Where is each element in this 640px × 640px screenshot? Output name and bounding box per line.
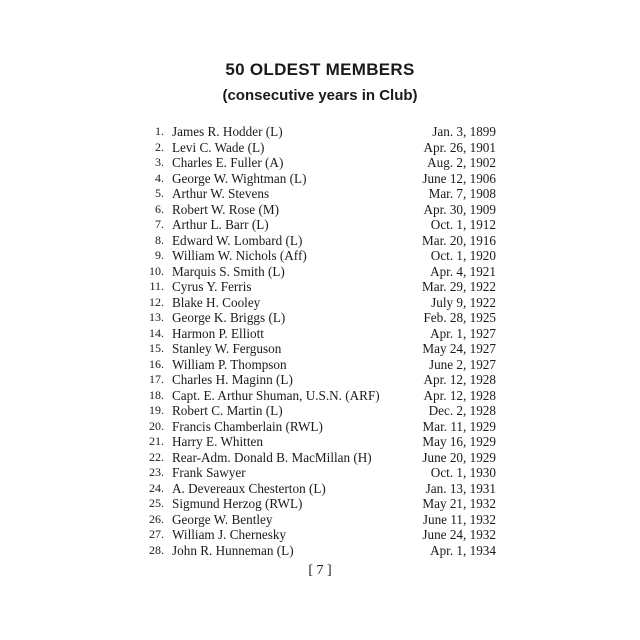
- member-rank: 11.: [149, 279, 164, 293]
- member-date: Apr. 4, 1921: [430, 263, 496, 279]
- member-date: June 24, 1932: [422, 527, 496, 542]
- member-date: Apr. 1, 1927: [430, 325, 496, 341]
- member-name: George W. Wightman (L): [172, 170, 307, 186]
- member-name: George W. Bentley: [172, 511, 273, 527]
- member-row: [140, 496, 496, 512]
- member-name: Capt. E. Arthur Shuman, U.S.N. (ARF): [172, 387, 380, 403]
- member-date: Apr. 12, 1928: [423, 387, 496, 403]
- member-row: [140, 155, 496, 171]
- member-name: Harry E. Whitten: [172, 434, 263, 449]
- member-name: Rear-Adm. Donald B. MacMillan (H): [172, 449, 372, 465]
- members-list: [140, 124, 496, 558]
- member-row: [140, 341, 496, 357]
- member-row: [140, 171, 496, 187]
- member-name: Levi C. Wade (L): [172, 139, 265, 155]
- member-row: [140, 527, 496, 543]
- member-rank: 21.: [149, 434, 164, 448]
- member-name: Frank Sawyer: [172, 465, 246, 480]
- member-name: A. Devereaux Chesterton (L): [172, 480, 326, 496]
- member-rank: 17.: [149, 372, 164, 386]
- member-row: [140, 202, 496, 218]
- member-rank: 26.: [149, 511, 164, 526]
- member-row: [140, 450, 496, 466]
- member-rank: 20.: [149, 418, 164, 433]
- member-row: [140, 124, 496, 140]
- member-rank: 12.: [149, 294, 164, 309]
- member-row: [140, 326, 496, 342]
- member-name: Arthur W. Stevens: [172, 186, 270, 201]
- member-name: James R. Hodder (L): [172, 124, 283, 139]
- member-rank: 23.: [149, 465, 164, 479]
- member-date: May 21, 1932: [422, 496, 496, 511]
- member-date: June 2, 1927: [428, 356, 496, 372]
- member-rank: 8.: [155, 232, 164, 247]
- member-rank: 14.: [149, 325, 164, 340]
- member-rank: 2.: [155, 139, 164, 154]
- member-date: Mar. 11, 1929: [422, 418, 496, 434]
- page-title: 50 OLDEST MEMBERS: [225, 60, 415, 79]
- member-row: [140, 543, 496, 559]
- member-name: Charles E. Fuller (A): [172, 155, 284, 170]
- member-name: Arthur L. Barr (L): [172, 217, 269, 232]
- member-name: William J. Chernesky: [172, 527, 287, 542]
- member-date: Mar. 29, 1922: [422, 279, 496, 294]
- member-row: [140, 465, 496, 481]
- member-rank: 27.: [149, 527, 164, 541]
- member-row: [140, 481, 496, 497]
- member-date: Aug. 2, 1902: [427, 155, 496, 170]
- member-row: [140, 357, 496, 373]
- member-rank: 1.: [155, 124, 164, 138]
- member-name: Sigmund Herzog (RWL): [172, 496, 303, 511]
- member-date: May 24, 1927: [422, 341, 496, 356]
- member-rank: 24.: [149, 480, 164, 495]
- member-row: [140, 403, 496, 419]
- member-name: Stanley W. Ferguson: [172, 341, 282, 356]
- member-name: George K. Briggs (L): [172, 310, 286, 325]
- member-rank: 16.: [149, 356, 164, 371]
- member-name: John R. Hunneman (L): [172, 542, 294, 558]
- member-name: William P. Thompson: [172, 356, 287, 372]
- page-number: [ 7 ]: [308, 563, 332, 578]
- member-row: [140, 217, 496, 233]
- member-date: July 9, 1922: [431, 294, 496, 310]
- member-date: Apr. 30, 1909: [423, 201, 496, 217]
- member-date: May 16, 1929: [422, 434, 496, 449]
- member-rank: 10.: [149, 263, 164, 278]
- member-row: [140, 310, 496, 326]
- member-date: Mar. 20, 1916: [422, 232, 496, 248]
- member-row: [140, 264, 496, 280]
- member-row: [140, 140, 496, 156]
- member-name: Harmon P. Elliott: [172, 325, 264, 341]
- member-name: Cyrus Y. Ferris: [172, 279, 252, 294]
- member-row: [140, 248, 496, 264]
- member-date: Jan. 13, 1931: [425, 480, 496, 496]
- member-rank: 3.: [155, 155, 164, 169]
- member-date: Mar. 7, 1908: [428, 186, 496, 201]
- member-rank: 5.: [155, 186, 164, 200]
- member-row: [140, 186, 496, 202]
- member-date: June 12, 1906: [422, 170, 496, 186]
- member-date: June 11, 1932: [422, 511, 496, 527]
- member-rank: 15.: [149, 341, 164, 355]
- member-rank: 4.: [155, 170, 164, 185]
- member-name: Blake H. Cooley: [172, 294, 261, 310]
- member-rank: 25.: [149, 496, 164, 510]
- member-row: [140, 279, 496, 295]
- member-rank: 19.: [149, 403, 164, 417]
- member-row: [140, 419, 496, 435]
- member-rank: 7.: [155, 217, 164, 231]
- member-rank: 28.: [149, 542, 164, 557]
- member-date: Apr. 1, 1934: [430, 542, 496, 558]
- member-date: Oct. 1, 1920: [430, 248, 496, 263]
- member-name: Charles H. Maginn (L): [172, 372, 293, 387]
- member-row: [140, 512, 496, 528]
- member-rank: 13.: [149, 310, 164, 324]
- member-date: Apr. 26, 1901: [423, 139, 496, 155]
- member-rank: 18.: [149, 387, 164, 402]
- member-rank: 22.: [149, 449, 164, 464]
- member-name: Edward W. Lombard (L): [172, 232, 303, 248]
- member-name: Marquis S. Smith (L): [172, 263, 285, 279]
- member-row: [140, 233, 496, 249]
- member-row: [140, 434, 496, 450]
- member-name: Francis Chamberlain (RWL): [172, 418, 323, 434]
- member-name: Robert C. Martin (L): [172, 403, 283, 418]
- member-date: Apr. 12, 1928: [423, 372, 496, 387]
- member-date: Oct. 1, 1912: [430, 217, 496, 232]
- member-row: [140, 372, 496, 388]
- member-date: June 20, 1929: [422, 449, 496, 465]
- member-name: Robert W. Rose (M): [172, 201, 279, 217]
- member-date: Dec. 2, 1928: [428, 403, 496, 418]
- member-rank: 9.: [155, 248, 164, 262]
- member-date: Oct. 1, 1930: [430, 465, 496, 480]
- member-date: Feb. 28, 1925: [423, 310, 496, 325]
- member-rank: 6.: [155, 201, 164, 216]
- member-date: Jan. 3, 1899: [432, 124, 496, 139]
- page-subtitle: (consecutive years in Club): [222, 87, 418, 104]
- member-row: [140, 295, 496, 311]
- member-name: William W. Nichols (Aff): [172, 248, 307, 263]
- member-row: [140, 388, 496, 404]
